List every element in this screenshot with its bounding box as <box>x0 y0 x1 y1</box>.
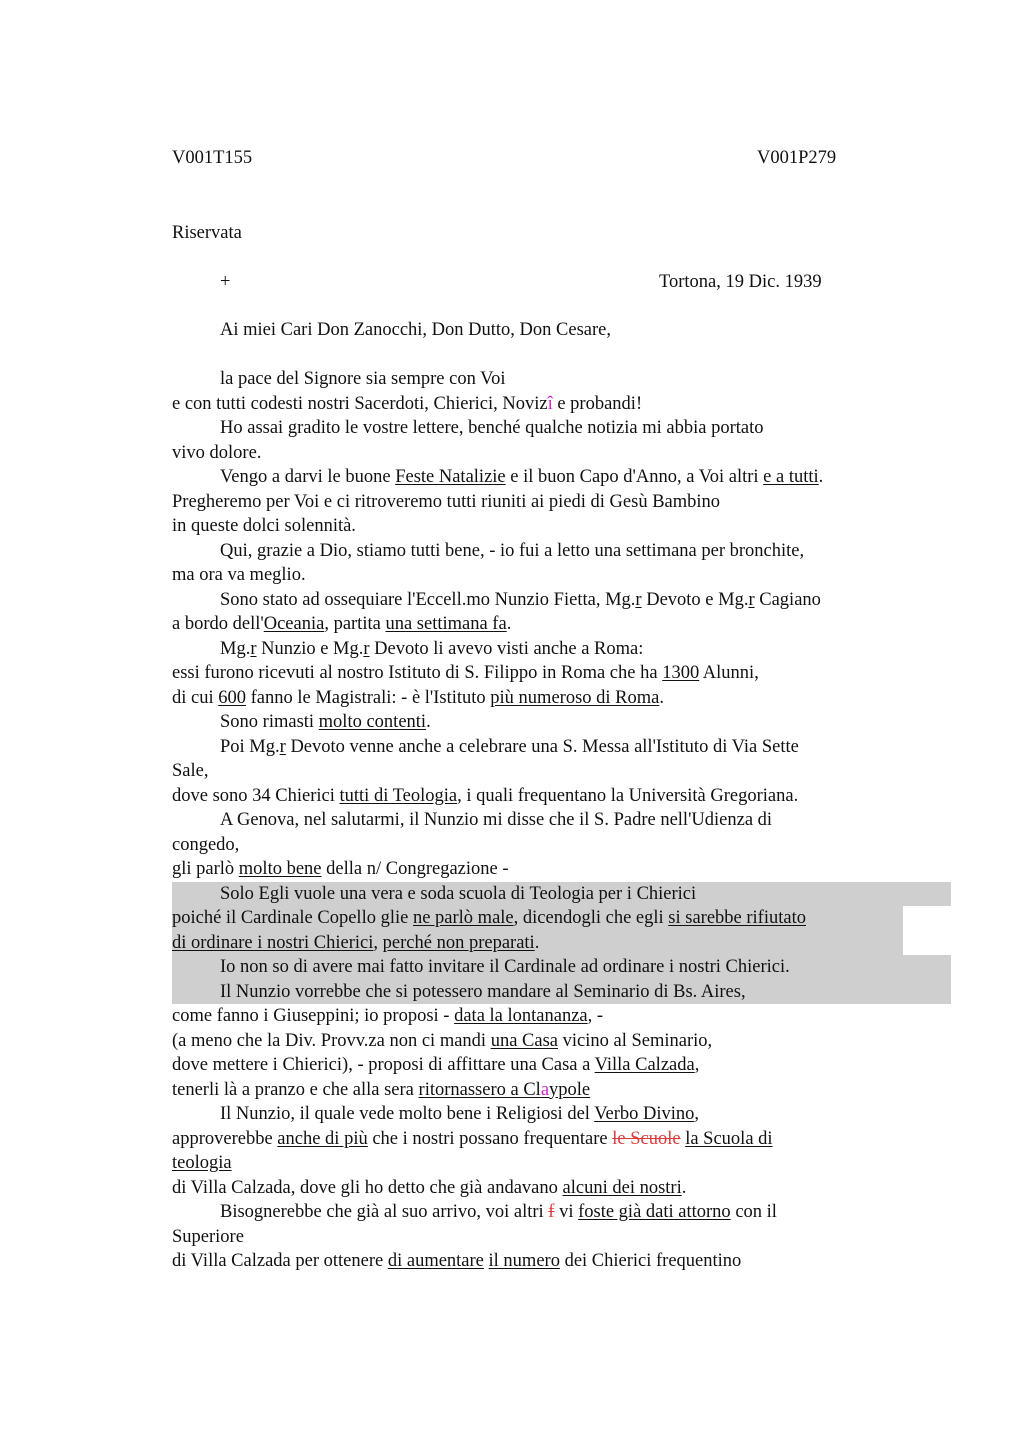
text-line: Qui, grazie a Dio, stiamo tutti bene, - io fui a letto una settimana per bronchite, <box>220 540 805 561</box>
text-line: di Villa Calzada, dove gli ho detto che già andavano alcuni dei nostri. <box>172 1177 687 1198</box>
text-line: ma ora va meglio. <box>172 565 306 585</box>
highlighted-line: poiché il Cardinale Copello glie ne parlò male, dicendogli che egli si sarebbe rifiutato <box>172 906 903 931</box>
highlighted-line: Solo Egli vuole una vera e soda scuola di Teologia per i Chierici <box>172 882 951 907</box>
salutation: Ai miei Cari Don Zanocchi, Don Dutto, Don Cesare, <box>220 320 611 340</box>
text-line: Mg.r Nunzio e Mg.r Devoto li avevo visti anche a Roma: <box>220 638 644 659</box>
text-line: A Genova, nel salutarmi, il Nunzio mi disse che il S. Padre nell'Udienza di <box>220 810 773 830</box>
text-line: dove sono 34 Chierici tutti di Teologia, i quali frequentano la Università Gregoriana. <box>172 785 799 806</box>
text-line: la pace del Signore sia sempre con Voi <box>220 369 506 389</box>
text-line: Bisognerebbe che già al suo arrivo, voi altri f vi foste già dati attorno con il <box>220 1202 777 1222</box>
deleted-text: le Scuole <box>612 1128 681 1149</box>
text-line: tenerli là a pranzo e che alla sera ritornassero a Claypole <box>172 1079 591 1100</box>
text-line: gli parlò molto bene della n/ Congregazione - <box>172 859 509 879</box>
text-line: e con tutti codesti nostri Sacerdoti, Chierici, Novizî e probandi! <box>172 393 643 414</box>
cross-mark: + <box>220 272 231 292</box>
text-line: Il Nunzio, il quale vede molto bene i Religiosi del Verbo Divino, <box>220 1104 700 1124</box>
text-line: vivo dolore. <box>172 442 262 463</box>
text-line: (a meno che la Div. Provv.za non ci mandi una Casa vicino al Seminario, <box>172 1030 713 1051</box>
text-line: a bordo dell'Oceania, partita una settimana fa. <box>172 614 512 634</box>
riservata-label: Riservata <box>172 223 242 243</box>
text-line: di cui 600 fanno le Magistrali: - è l'Istituto più numeroso di Roma. <box>172 687 664 708</box>
text-line: in queste dolci solennità. <box>172 516 356 536</box>
letter-date: Tortona, 19 Dic. 1939 <box>659 272 822 292</box>
letter-body <box>172 367 932 1274</box>
highlighted-line: Il Nunzio vorrebbe che si potessero mandare al Seminario di Bs. Aires, <box>172 980 951 1005</box>
text-line: essi furono ricevuti al nostro Istituto di S. Filippo in Roma che ha 1300 Alunni, <box>172 663 759 683</box>
text-line: Vengo a darvi le buone Feste Natalizie e il buon Capo d'Anno, a Voi altri e a tutti. <box>220 467 824 487</box>
text-line: congedo, <box>172 834 240 855</box>
deleted-text: f <box>548 1202 555 1222</box>
text-line: teologia <box>172 1153 232 1173</box>
text-line: approverebbe anche di più che i nostri possano frequentare le Scuole la Scuola di <box>172 1128 773 1149</box>
text-line: Poi Mg.r Devoto venne anche a celebrare una S. Messa all'Istituto di Via Sette <box>220 736 799 757</box>
highlighted-line: Io non so di avere mai fatto invitare il Cardinale ad ordinare i nostri Chierici. <box>172 955 951 980</box>
text-line: Sono stato ad ossequiare l'Eccell.mo Nunzio Fietta, Mg.r Devoto e Mg.r Cagiano <box>220 589 821 610</box>
document-code-left: V001T155 <box>172 148 253 168</box>
corrected-letter: î <box>547 393 553 414</box>
text-line: Sale, <box>172 761 209 781</box>
text-line: dove mettere i Chierici), - proposi di affittare una Casa a Villa Calzada, <box>172 1055 700 1075</box>
corrected-letter: a <box>540 1079 550 1100</box>
text-line: Sono rimasti molto contenti. <box>220 712 431 732</box>
text-line: di Villa Calzada per ottenere di aumentare il numero dei Chierici frequentino <box>172 1251 742 1271</box>
text-line: Pregheremo per Voi e ci ritroveremo tutti riuniti ai piedi di Gesù Bambino <box>172 491 721 512</box>
text-line: come fanno i Giuseppini; io proposi - data la lontananza, - <box>172 1006 604 1026</box>
document-code-right: V001P279 <box>757 148 837 168</box>
highlighted-line: di ordinare i nostri Chierici, perché non preparati. <box>172 931 903 956</box>
text-line: Superiore <box>172 1226 244 1247</box>
text-line: Ho assai gradito le vostre lettere, benché qualche notizia mi abbia portato <box>220 418 764 438</box>
